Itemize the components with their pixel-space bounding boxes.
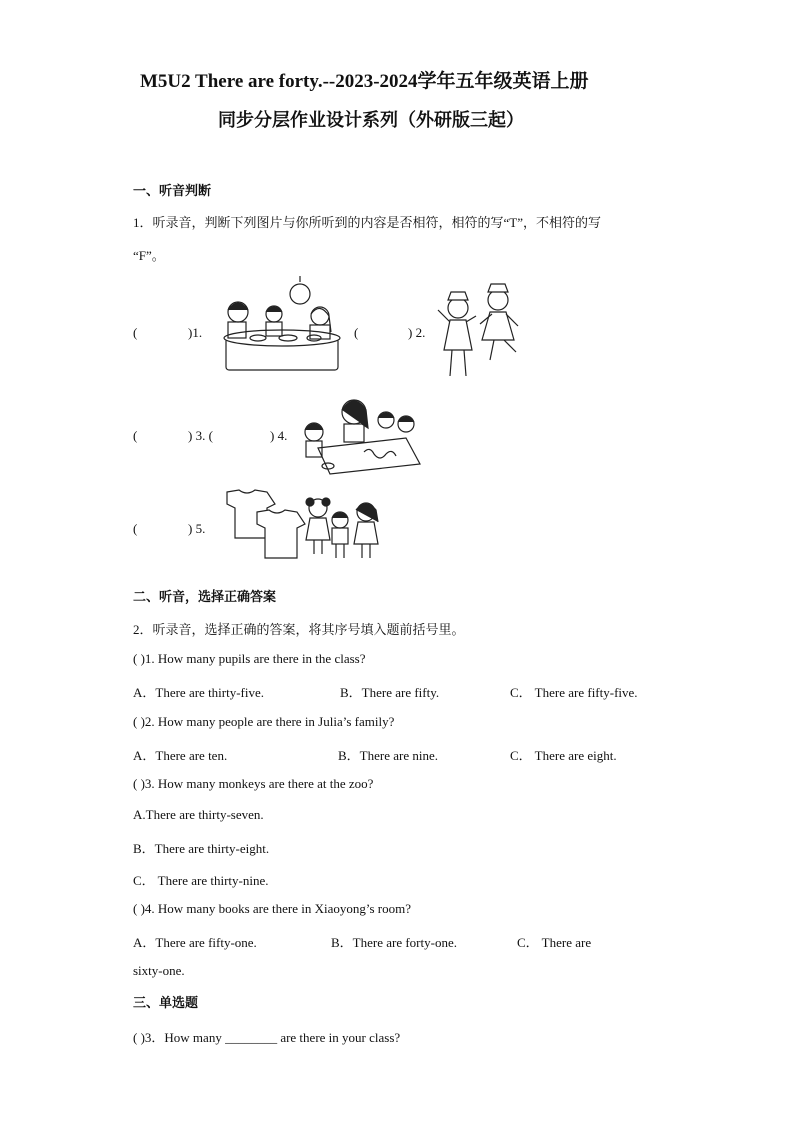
page-title-line2: 同步分层作业设计系列（外研版三起） (218, 110, 524, 131)
section2-instruction: 2．听录音，选择正确的答案，将其序号填入题前括号里。 (133, 622, 465, 637)
q4-option-c-continued: sixty-one. (133, 963, 185, 978)
item1-close-label: )1. (188, 325, 203, 340)
q1-option-c[interactable]: C． There are fifty-five. (510, 685, 638, 700)
section2-heading: 二、听音，选择正确答案 (133, 590, 277, 605)
q4-option-c[interactable]: C． There are (517, 935, 592, 950)
dancing-girls-illustration (436, 280, 526, 384)
item4-close-label: ) 4. (270, 428, 288, 443)
q2-stem: ( )2. How many people are there in Julia’s family? (133, 714, 395, 729)
q3-option-b[interactable]: B．There are thirty-eight. (133, 841, 270, 856)
item5-close-label: ) 5. (188, 521, 206, 536)
page-title-line1: M5U2 There are forty.--2023-2024学年五年级英语上册 (140, 71, 589, 92)
item2-close-label: ) 2. (408, 325, 426, 340)
section1-instruction-line1: 1．听录音，判断下列图片与你所听到的内容是否相符，相符的写“T”，不相符的写 (133, 215, 601, 230)
item3-open-paren[interactable]: ( (133, 428, 138, 443)
q2-option-a[interactable]: A．There are ten. (133, 748, 228, 763)
item2-open-paren[interactable]: ( (354, 325, 359, 340)
section1-instruction-line2: “F”。 (133, 248, 165, 263)
section3-q3-stem: ( )3．How many ________ are there in your class? (133, 1030, 401, 1045)
q4-stem: ( )4. How many books are there in Xiaoyong’s room? (133, 901, 411, 916)
family-dinner-illustration (218, 280, 348, 376)
q2-option-b[interactable]: B．There are nine. (338, 748, 438, 763)
item5-open-paren[interactable]: ( (133, 521, 138, 536)
q3-stem: ( )3. How many monkeys are there at the zoo? (133, 776, 374, 791)
three-children-illustration (304, 494, 390, 566)
q1-stem: ( )1. How many pupils are there in the class? (133, 651, 366, 666)
q4-option-b[interactable]: B．There are forty-one. (331, 935, 457, 950)
section3-heading: 三、单选题 (133, 996, 199, 1011)
item1-open-paren[interactable]: ( (133, 325, 138, 340)
q1-option-b[interactable]: B．There are fifty. (340, 685, 440, 700)
q4-option-a[interactable]: A．There are fifty-one. (133, 935, 257, 950)
tshirts-illustration (217, 488, 305, 560)
q3-option-a[interactable]: A.There are thirty-seven. (133, 807, 264, 822)
q3-option-c[interactable]: C． There are thirty-nine. (133, 873, 269, 888)
item3-close-label: ) 3. ( (188, 428, 213, 443)
children-drawing-illustration (298, 396, 422, 474)
section1-heading: 一、听音判断 (133, 184, 212, 199)
q2-option-c[interactable]: C． There are eight. (510, 748, 617, 763)
q1-option-a[interactable]: A．There are thirty-five. (133, 685, 265, 700)
